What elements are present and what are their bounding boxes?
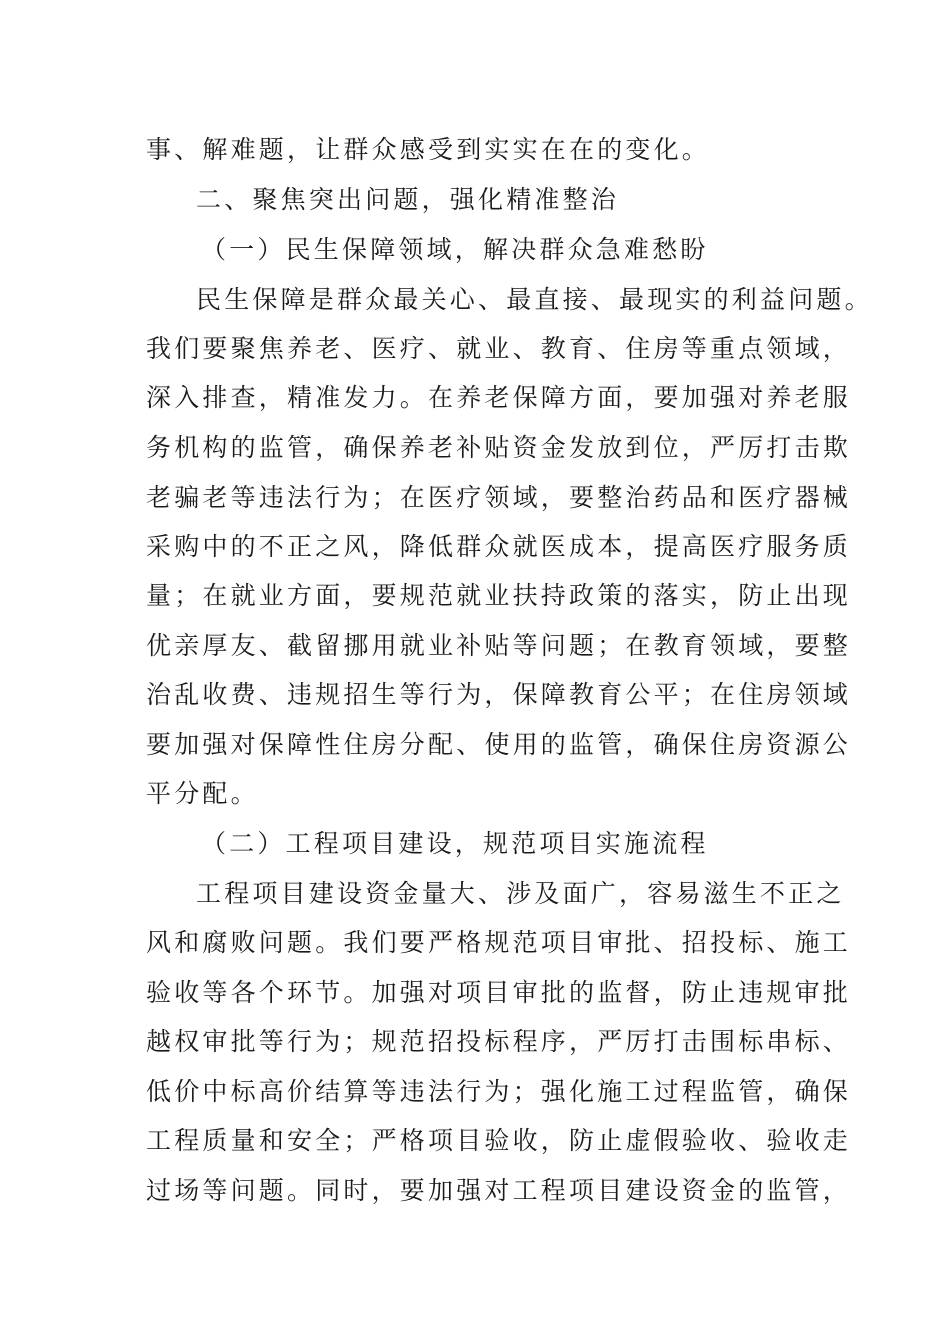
text-line: 工程质量和安全；严格项目验收，防止虚假验收、验收走: [146, 1126, 852, 1155]
text-line: 风和腐败问题。我们要严格规范项目审批、招投标、施工: [146, 928, 852, 957]
text-line: 要加强对保障性住房分配、使用的监管，确保住房资源公: [146, 730, 852, 759]
text-line: 低价中标高价结算等违法行为；强化施工过程监管，确保: [146, 1077, 852, 1106]
text-line: 采购中的不正之风，降低群众就医成本，提高医疗服务质: [146, 532, 852, 561]
text-line: 越权审批等行为；规范招投标程序，严厉打击围标串标、: [146, 1027, 852, 1056]
text-line: 过场等问题。同时，要加强对工程项目建设资金的监管，: [146, 1176, 852, 1205]
text-line: 务机构的监管，确保养老补贴资金发放到位，严厉打击欺: [146, 433, 852, 462]
subsection-heading: （一）民生保障领域，解决群众急难愁盼: [201, 235, 709, 264]
text-line: 老骗老等违法行为；在医疗领域，要整治药品和医疗器械: [146, 483, 852, 512]
text-line: 民生保障是群众最关心、最直接、最现实的利益问题。: [196, 285, 873, 314]
text-line: 深入排查，精准发力。在养老保障方面，要加强对养老服: [146, 383, 852, 412]
text-line: 优亲厚友、截留挪用就业补贴等问题；在教育领域，要整: [146, 631, 852, 660]
text-line: 工程项目建设资金量大、涉及面广，容易滋生不正之: [196, 879, 845, 908]
text-line: 量；在就业方面，要规范就业扶持政策的落实，防止出现: [146, 581, 852, 610]
text-line: 治乱收费、违规招生等行为，保障教育公平；在住房领域: [146, 680, 852, 709]
subsection-heading: （二）工程项目建设，规范项目实施流程: [201, 829, 709, 858]
section-heading: 二、聚焦突出问题，强化精准整治: [196, 185, 620, 214]
text-line: 验收等各个环节。加强对项目审批的监督，防止违规审批: [146, 978, 852, 1007]
text-line: 平分配。: [146, 779, 259, 808]
text-line: 我们要聚焦养老、医疗、就业、教育、住房等重点领域，: [146, 334, 852, 363]
text-line: 事、解难题，让群众感受到实实在在的变化。: [146, 135, 711, 164]
